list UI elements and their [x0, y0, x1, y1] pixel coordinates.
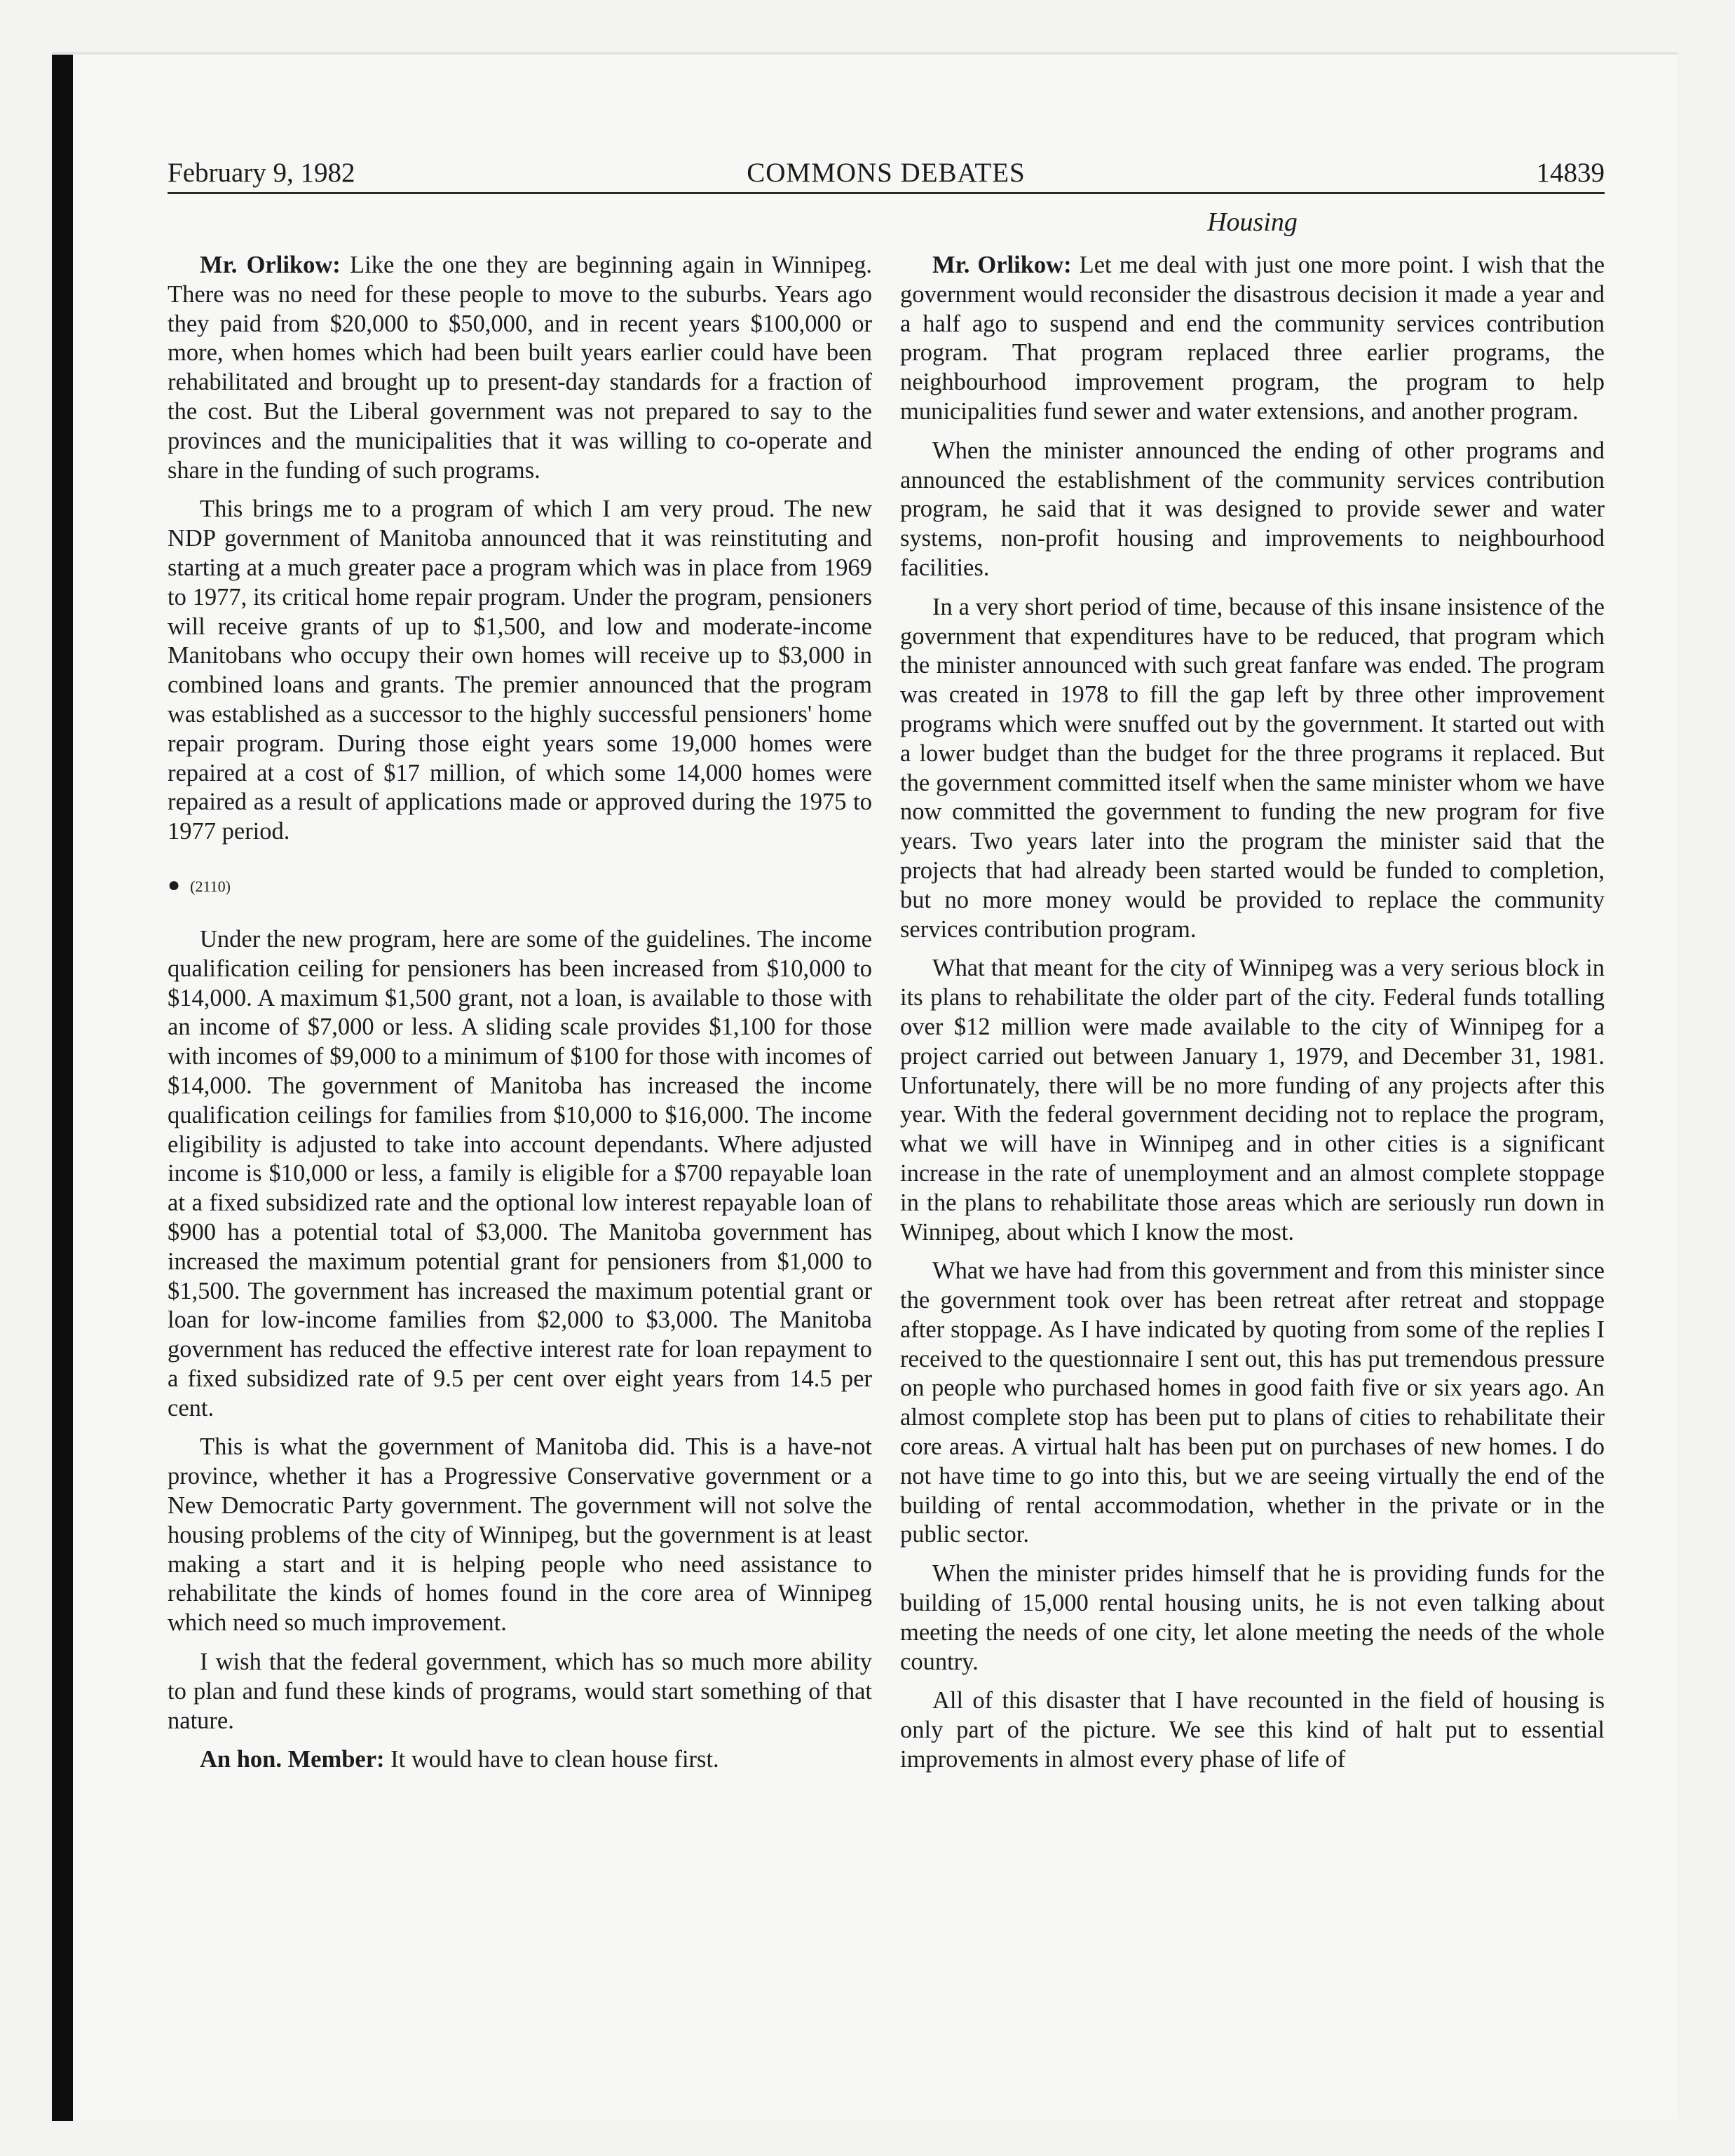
time-marker-text: (2110)	[190, 877, 231, 895]
paragraph	[168, 251, 872, 485]
paragraph: This brings me to a program of which I am very proud. The new NDP government of Manitoba announced that it was reinstituting and starting at a much greater pace a program which was in place from 1969 to 1977, its critical home repair program. Under the program, pensioners will receive grants of up to $1,500, and low and moderate-income Manitobans who occupy their own homes will receive up to $3,000 in combined loans and grants. The premier announced that the program was established as a successor to the highly successful pensioners' home repair program. During those eight years some 19,000 homes were repaired at a cost of $17 million, of which some 14,000 homes were repaired as a result of applications made or approved during the 1975 to 1977 period.	[168, 496, 872, 845]
paragraph: All of this disaster that I have recounted in the field of housing is only part of the picture. We see this kind of halt put to essential improvements in almost every phase of life of	[900, 1687, 1605, 1773]
paragraph: When the minister prides himself that he is providing funds for the building of 15,000 rental housing units, he is not even talking about meeting the needs of one city, let alone meeting the needs of the whole country.	[900, 1560, 1605, 1675]
paragraph	[900, 251, 1605, 427]
paragraph	[168, 1745, 872, 1775]
speech-text: Let me deal with just one more point. I wish that the government would reconsider the disastrous decision it made a year and a half ago to suspend and end the community services contribution program. That program replaced three earlier programs, the neighbourhood improvement program, the program to help municipalities fund sewer and water extensions, and another program.	[900, 252, 1605, 425]
speaker-name: Mr. Orlikow:	[932, 252, 1072, 278]
scan-border	[52, 52, 73, 2121]
bullet-icon: ●	[168, 873, 181, 896]
right-column	[900, 251, 1605, 1785]
speaker-name: Mr. Orlikow:	[200, 252, 341, 278]
paragraph: This is what the government of Manitoba did. This is a have-not province, whether it has a Progressive Conservative government or a New Democratic Party government. The government will not solve the housing problems of the city of Winnipeg, but the government is at least making a start and it is helping people who need assistance to rehabilitate the kinds of homes found in the core area of Winnipeg which need so much improvement.	[168, 1433, 872, 1637]
speaker-name: An hon. Member:	[200, 1746, 385, 1773]
paragraph: I wish that the federal government, which has so much more ability to plan and fund these kinds of programs, would start something of that nature.	[168, 1649, 872, 1734]
paragraph: What that meant for the city of Winnipeg was a very serious block in its plans to rehabilitate the older part of the city. Federal funds totalling over $12 million were made available to the city of Winnipeg for a project carried out between January 1, 1979, and December 31, 1981. Unfortunately, there will be no more funding of any projects after this year. With the federal government deciding not to replace the program, what we will have in Winnipeg and in other cities is a significant increase in the rate of unemployment and an almost complete stoppage in the plans to rehabilitate those areas which are seriously run down in Winnipeg, about which I know the most.	[900, 955, 1605, 1246]
left-column	[168, 251, 872, 1785]
paragraph: What we have had from this government and from this minister since the government took over has been retreat after retreat and stoppage after stoppage. As I have indicated by quoting from some of the replies I received to the questionnaire I sent out, this has put tremendous pressure on people who purchased homes in good faith five or six years ago. An almost complete stop has been put to plans of cities to rehabilitate their core areas. A virtual halt has been put on purchases of new homes. I do not have time to go into this, but we are seeing virtually the end of the building of rental accommodation, whether in the private or in the public sector.	[900, 1257, 1605, 1548]
section-title: Housing	[1207, 207, 1298, 237]
paragraph: When the minister announced the ending of other programs and announced the establishment of the community services contribution program, he said that it was designed to provide sewer and water systems, non-profit housing and improvements to neighbourhood facilities.	[900, 437, 1605, 581]
header-journal-title: COMMONS DEBATES	[747, 158, 1026, 188]
header-date: February 9, 1982	[168, 158, 355, 188]
paragraph: In a very short period of time, because of this insane insistence of the government that expenditures have to be reduced, that program which the minister announced with such great fanfare was ended. The program was created in 1978 to fill the gap left by three other improvement programs which were snuffed out by the government. It started out with a lower budget than the budget for the three programs it replaced. But the government committed itself when the same minister whom we have now committed the government to funding the new program for five years. Two years later into the program the minister said that the projects that had already been started would be funded to completion, but no more money would be provided to replace the community services contribution program.	[900, 593, 1605, 943]
speech-text: Like the one they are beginning again in Winnipeg. There was no need for these people to move to the suburbs. Years ago they paid from $20,000 to $50,000, and in recent years $100,000 or more, when homes which had been built years earlier could have been rehabilitated and brought up to present-day standards for a fraction of the cost. But the Liberal government was not prepared to say to the provinces and the municipalities that it was willing to co-operate and share in the funding of such programs.	[168, 252, 873, 484]
paragraph: Under the new program, here are some of the guidelines. The income qualification ceiling for pensioners has been increased from $10,000 to $14,000. A maximum $1,500 grant, not a loan, is available to those with an income of $7,000 or less. A sliding scale provides $1,100 for those with incomes of $9,000 to a minimum of $100 for those with incomes of $14,000. The government of Manitoba has increased the income qualification ceilings for families from $10,000 to $16,000. The income eligibility is adjusted to take into account dependants. Where adjusted income is $10,000 or less, a family is eligible for a $700 repayable loan at a fixed subsidized rate and the optional low interest repayable loan of $900 has a potential total of $3,000. The Manitoba government has increased the maximum potential grant for pensioners from $1,000 to $1,500. The government has increased the maximum potential grant or loan for low-income families from $2,000 to $3,000. The Manitoba government has reduced the effective interest rate for loan repayment to a fixed subsidized rate of 9.5 per cent over eight years from 14.5 per cent.	[168, 925, 872, 1421]
time-marker	[168, 875, 872, 897]
speech-text: It would have to clean house first.	[390, 1746, 719, 1773]
page-header	[168, 156, 1605, 194]
header-page-number: 14839	[1536, 158, 1605, 188]
